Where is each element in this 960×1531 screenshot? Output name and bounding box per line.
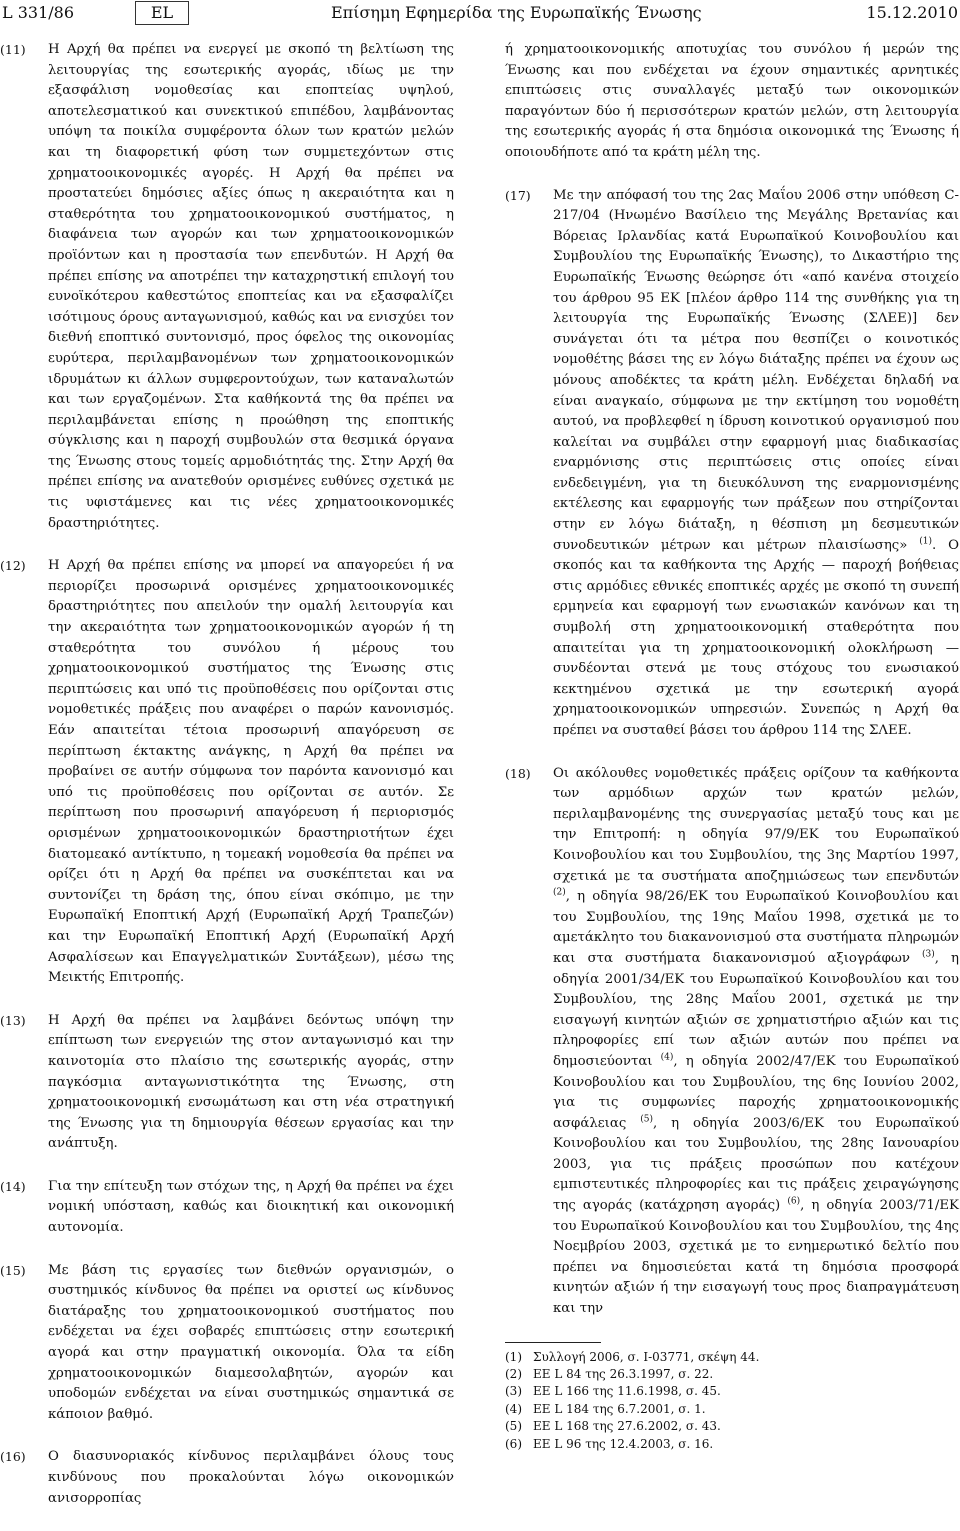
footnotes (505, 1349, 959, 1453)
footnote-text: Συλλογή 2006, σ. I-03771, σκέψη 44. (533, 1349, 760, 1364)
footnote-4 (505, 1401, 959, 1418)
footnote-ref-4: (4) (660, 1052, 674, 1063)
page-reference: L 331/86 (2, 3, 74, 22)
footnote-1 (505, 1349, 959, 1366)
journal-title: Επίσημη Εφημερίδα της Ευρωπαϊκής Ένωσης (331, 3, 702, 22)
recital-text-part: . Ο σκοπός και τα καθήκοντα της Αρχής — παροχή βοήθειας στις αρμόδιες εθνικές εποπτικές αρχές με σκοπό τη συνεπή ερμηνεία και εφαρμογή των ενωσιακών κανόνων και τη συμβολή στη χρηματοοικονομική σταθερότητα που απαιτείται για τη χρηματοοικονομική ολοκλήρωση — συνδέονται στενά με τους στόχους του ενωσιακού κεκτημένου σχετικά με την εσωτερική αγορά χρηματοοικονομικών υπηρεσιών. Συνεπώς η Αρχή θα πρέπει να συσταθεί βάσει του άρθρου 114 της ΣΛΕΕ. (553, 537, 959, 738)
recital-text: Η Αρχή θα πρέπει να λαμβάνει δεόντως υπόψη την επίπτωση των ενεργειών της στον ανταγωνισμό και την καινοτομία στο πλαίσιο της εσωτερικής αγοράς, στην παγκόσμια ανταγωνιστικότητα της Ένωσης, στη χρηματοοικονομική ενσωμάτωση και στη νέα στρατηγική της Ένωσης για τη δημιουργία θέσεων εργασίας και την ανάπτυξη. (48, 1012, 454, 1152)
recital-17 (505, 186, 959, 742)
recital-number: (11) (0, 42, 26, 57)
footnote-3 (505, 1383, 959, 1400)
footnote-number: (1) (505, 1349, 522, 1364)
footnote-number: (5) (505, 1419, 522, 1434)
recital-number: (14) (0, 1178, 26, 1194)
footnote-text: ΕΕ L 166 της 11.6.1998, σ. 45. (533, 1384, 721, 1399)
publication-date: 15.12.2010 (866, 3, 958, 22)
footnote-ref-6: (6) (787, 1196, 801, 1207)
recital-number: (16) (0, 1449, 26, 1465)
footnote-ref-2: (2) (553, 887, 566, 898)
footnote-number: (4) (505, 1401, 522, 1416)
recital-text: Με βάση τις εργασίες των διεθνών οργανισμών, ο συστημικός κίνδυνος θα πρέπει να οριστεί ως κίνδυνος διατάραξης του χρηματοοικονομικού συστήματος που ενδέχεται να έχει σοβαρές επιπτώσεις στην εσωτερική αγορά και στην πραγματική οικονομία. Όλα τα είδη χρηματοοικονομικών διαμεσολαβητών, αγορών και υποδομών ενδέχεται να είναι συστημικώς σημαντικά σε κάποιον βαθμό. (48, 1262, 454, 1422)
recital-text-part: , η οδηγία 2003/6/ΕΚ του Ευρωπαϊκού Κοινοβουλίου και του Συμβουλίου, της 28ης Ιανουαρίου 2003, για τις πράξεις προσώπων που κατέχουν εμπιστευτικές πληροφορίες και τις πράξεις χειραγώγησης της αγοράς (κατάχρηση αγοράς) (553, 1115, 959, 1214)
recital-text-part: , η οδηγία 2001/34/ΕΚ του Ευρωπαϊκού Κοινοβουλίου και του Συμβουλίου, της 28ης Μαΐου 2001, σχετικά με την εισαγωγή κινητών αξιών σε χρηματιστήριο αξιών και τις πληροφορίες επί των αξιών αυτών που πρέπει να δημοσιεύονται (553, 950, 960, 1069)
recital-16-continuation: ή χρηματοοικονομικής αποτυχίας του συνόλου ή μερών της Ένωσης και που ενδέχεται να έχουν σημαντικές αρνητικές επιπτώσεις στις συναλλαγές μεταξύ των οικονομικών παραγόντων δύο ή περισσότερων κρατών μελών, στη λειτουργία της εσωτερικής αγοράς ή στα δημόσια οικονομικά της Ένωσης ή οποιουδήποτε από τα κράτη μέλη της. (505, 42, 959, 160)
footnote-ref-3: (3) (921, 949, 935, 960)
recital-14 (0, 1177, 454, 1239)
footnote-text: ΕΕ L 184 της 6.7.2001, σ. 1. (533, 1401, 706, 1416)
recital-text (553, 764, 959, 1320)
left-column (0, 40, 454, 1531)
right-column (505, 40, 959, 1453)
recital-text: Ο διασυνοριακός κίνδυνος περιλαμβάνει όλους τους κινδύνους που προκαλούνται λόγω οικονομικών ανισορροπίας (48, 1449, 454, 1506)
recital-text-part: , η οδηγία 2003/71/ΕΚ του Ευρωπαϊκού Κοινοβουλίου και του Συμβουλίου, της 4ης Νοεμβρίου 2003, σχετικά με το ενημερωτικό δελτίο που πρέπει να δημοσιεύεται κατά τη δημόσια προσφορά κινητών αξιών ή την εισαγωγή τους προς διαπραγμάτευση και την (553, 1198, 960, 1317)
recital-15 (0, 1261, 454, 1426)
recital-text: Η Αρχή θα πρέπει επίσης να μπορεί να απαγορεύει ή να περιορίζει προσωρινά ορισμένες χρηματοοικονομικές δραστηριότητες που απειλούν την ομαλή λειτουργία και την ακεραιότητα των χρηματοοικονομικών αγορών ή τη σταθερότητα του συνόλου ή μέρους του χρηματοοικονομικού συστήματος της Ένωσης στις περιπτώσεις και υπό τις προϋποθέσεις που ορίζονται στις νομοθετικές πράξεις που αναφέρει ο παρών κανονισμός. Εάν απαιτείται τέτοια προσωρινή απαγόρευση σε περίπτωση έκτακτης ανάγκης, η Αρχή θα πρέπει να προβαίνει σε αυτήν σύμφωνα τον παρόντα κανονισμό και υπό τις προϋποθέσεις που ορίζονται σε αυτόν. Σε περίπτωση που προσωρινή απαγόρευση ή περιορισμός ορισμένων χρηματοοικονομικών δραστηριοτήτων έχει διατομεακό αντίκτυπο, η τομεακή νομοθεσία θα πρέπει να ορίζει ότι η Αρχή θα πρέπει να συσκέπτεται και να συντονίζει τη δράση της, όπου είναι σκόπιμο, με την Ευρωπαϊκή Εποπτική Αρχή (Ευρωπαϊκή Αρχή Τραπεζών) και την Ευρωπαϊκή Εποπτική Αρχή (Ευρωπαϊκή Αρχή Ασφαλίσεων και Επαγγελματικών Συντάξεων), μέσω της Μεικτής Επιτροπής. (48, 558, 454, 986)
recital-text-part: Οι ακόλουθες νομοθετικές πράξεις ορίζουν τα καθήκοντα των αρμόδιων αρχών των κρατών μελών, περιλαμβανομένης της συνεργασίας μεταξύ τους και με την Επιτροπή: η οδηγία 97/9/ΕΚ του Ευρωπαϊκού Κοινοβουλίου και του Συμβουλίου, της 3ης Μαρτίου 1997, σχετικά με τα συστήματα αποζημιώσεως των επενδυτών (553, 765, 959, 884)
footnote-number: (6) (505, 1436, 522, 1451)
footnote-5 (505, 1418, 959, 1435)
recital-number: (13) (0, 1012, 26, 1028)
recital-text-part: , η οδηγία 2002/47/ΕΚ του Ευρωπαϊκού Κοινοβουλίου και του Συμβουλίου, της 6ης Ιουνίου 2002, για τις συμφωνίες παροχής χρηματοοικονομικής ασφάλειας (553, 1053, 960, 1131)
recital-16 (0, 1447, 454, 1509)
footnote-text: ΕΕ L 84 της 26.3.1997, σ. 22. (533, 1367, 714, 1382)
page-header (0, 0, 960, 28)
recital-11 (0, 40, 454, 534)
recital-text-part: , η οδηγία 98/26/ΕΚ του Ευρωπαϊκού Κοινοβουλίου και του Συμβουλίου, της 19ης Μαΐου 1998, σχετικά με το αμετάκλητο του διακανονισμού στα συστήματα πληρωμών και στα συστήματα διακανονισμού αξιογράφων (553, 889, 959, 966)
recital-13 (0, 1011, 454, 1155)
recital-18 (505, 764, 959, 1320)
footnote-2 (505, 1366, 959, 1383)
recital-number: (17) (505, 187, 531, 203)
recital-text: Για την επίτευξη των στόχων της, η Αρχή θα πρέπει να έχει νομική υπόσταση, καθώς και διοικητική και οικονομική αυτονομία. (48, 1178, 454, 1236)
footnote-6 (505, 1436, 959, 1453)
recital-text: Η Αρχή θα πρέπει να ενεργεί με σκοπό τη βελτίωση της λειτουργίας της εσωτερικής αγοράς, ιδίως με την εξασφάλιση νομοθεσίας και εποπτείας υψηλού, αποτελεσματικού και συνεκτικού επιπέδου, λαμβάνοντας υπόψη τα ποικίλα συμφέροντα όλων των κρατών μελών και τη διαφορετική φύση των συμμετεχόντων στις χρηματοοικονομικές αγορές. Η Αρχή θα πρέπει να προστατεύει δημόσιες αξίες όπως η ακεραιότητα και η σταθερότητα του χρηματοοικονομικού συστήματος, η διαφάνεια των αγορών και των χρηματοοικονομικών προϊόντων και η προστασία των επενδυτών. Η Αρχή θα πρέπει επίσης να αποτρέπει την καταχρηστική επιλογή του ευνοϊκότερου καθεστώτος εποπτείας και να εξασφαλίζει ισότιμους όρους ανταγωνισμού, καθώς και να ενισχύει τον διεθνή εποπτικό συντονισμό, προς όφελος της οικονομίας ευρύτερα, περιλαμβανομένων των χρηματοοικονομικών ιδρυμάτων κι άλλων συμφεροντούχων, των καταναλωτών και των εργαζομένων. Στα καθήκοντά της θα πρέπει να περιλαμβάνεται επίσης η προώθηση της εποπτικής σύγκλισης και η παροχή συμβουλών στα θεσμικά όργανα της Ένωσης στους τομείς αρμοδιότητάς της. Στην Αρχή θα πρέπει επίσης να ανατεθούν ορισμένες ευθύνες σχετικά με τις υφιστάμενες και τις νέες χρηματοοικονομικές δραστηριότητες. (48, 42, 454, 531)
recital-text-part: Με την απόφασή του της 2ας Μαΐου 2006 στην υπόθεση C-217/04 (Ηνωμένο Βασίλειο της Μεγάλης Βρετανίας και Βόρειας Ιρλανδίας κατά Ευρωπαϊκού Κοινοβουλίου και Συμβουλίου της Ευρωπαϊκής Ένωσης), το Δικαστήριο της Ευρωπαϊκής Ένωσης θεώρησε ότι «από κανένα στοιχείο του άρθρου 95 ΕΚ [πλέον άρθρο 114 της συνθήκης για τη λειτουργία της Ευρωπαϊκής Ένωσης (ΣΛΕΕ)] δεν συνάγεται ότι τα μέτρα που θεσπίζει ο κοινοτικός νομοθέτης βάσει της εν λόγω διάταξης πρέπει να έχουν ως μόνους αποδέκτες τα κράτη μέλη. Ενδέχεται δηλαδή να είναι αναγκαίο, σύμφωνα με την εκτίμηση του νομοθέτη αυτού, να προβλεφθεί η ίδρυση κοινοτικού οργανισμού που καλείται να συμβάλει στην εφαρμογή μιας διαδικασίας εναρμόνισης στις περιπτώσεις στις οποίες είναι ενδεδειγμένη, για τη διευκόλυνση της εναρμονισμένης εκτέλεσης και εφαρμογής των πράξεων που στηρίζονται στην εν λόγω διάταξη, η θέσπιση μη δεσμευτικών συνοδευτικών μέτρων και μέτρων πλαισίωσης» (553, 187, 959, 553)
footnote-ref-5: (5) (640, 1114, 653, 1125)
recital-number: (12) (0, 558, 26, 574)
footnote-text: ΕΕ L 168 της 27.6.2002, σ. 43. (533, 1419, 721, 1434)
footnote-text: ΕΕ L 96 της 12.4.2003, σ. 16. (533, 1436, 714, 1451)
language-badge: EL (135, 1, 189, 25)
footnote-number: (3) (505, 1384, 522, 1399)
recital-number: (15) (0, 1262, 26, 1278)
recital-12 (0, 556, 454, 988)
recital-text (553, 186, 959, 742)
footnote-number: (2) (505, 1367, 522, 1382)
footnote-ref-1: (1) (919, 536, 932, 547)
footnote-divider (505, 1342, 601, 1343)
recital-number: (18) (505, 765, 531, 781)
